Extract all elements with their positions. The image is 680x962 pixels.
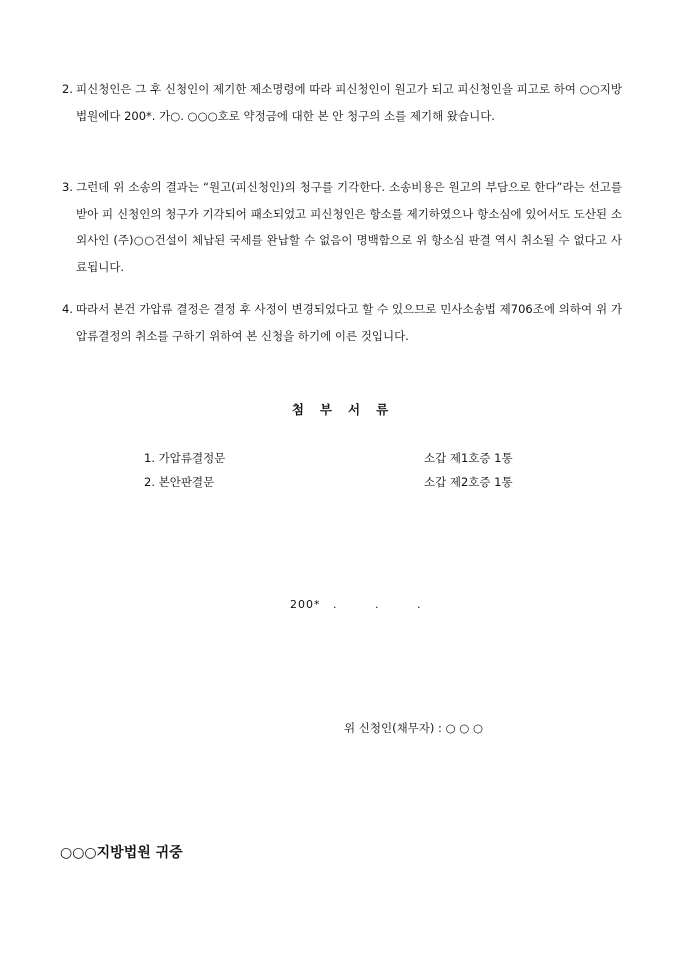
paragraph-number: 3.	[62, 180, 73, 194]
paragraph-4	[62, 296, 622, 349]
paragraph-3	[62, 174, 622, 280]
attachment-info: 소갑 제1호증 1통	[424, 451, 513, 465]
attachments-title: 첨부서류	[291, 402, 405, 417]
date-line: 200* . . .	[290, 598, 422, 611]
paragraph-text: 피신청인은 그 후 신청인이 제기한 제소명령에 따라 피신청인이 원고가 되고 피신청인을 피고로 하여 ○○지방법원에다 200*. 가○. ○○○호로 약정금에 대한 본 안 청구의 소를 제기해 왔습니다.	[76, 82, 622, 123]
paragraph-number: 2.	[62, 82, 73, 96]
attachment-item	[144, 450, 544, 470]
attachment-info: 소갑 제2호증 1통	[424, 475, 513, 489]
attachment-name: 2. 본안판결문	[144, 475, 215, 489]
court-addressee: ○○○지방법원 귀중	[60, 845, 183, 861]
attachment-item	[144, 474, 544, 494]
attachment-name: 1. 가압류결정문	[144, 451, 226, 465]
paragraph-2	[62, 76, 622, 129]
paragraph-text: 따라서 본건 가압류 결정은 결정 후 사정이 변경되었다고 할 수 있으므로 민사소송법 제706조에 의하여 위 가압류결정의 취소를 구하기 위하여 본 신청을 하기에 이른 것입니다.	[76, 302, 622, 343]
applicant-signature: 위 신청인(채무자) : ○ ○ ○	[344, 721, 483, 735]
paragraph-text: 그런데 위 소송의 결과는 “원고(피신청인)의 청구를 기각한다. 소송비용은 원고의 부담으로 한다”라는 선고를 받아 피 신청인의 청구가 기각되어 패소되었고 피신청인은 항소를 제기하였으나 항소심에 있어서도 도산된 소외사인 (주)○○건설이 체납된 국세를 완납할 수 없음이 명백함으로 위 항소심 판결 역시 취소될 수 없다고 사료됩니다.	[76, 180, 622, 274]
paragraph-number: 4.	[62, 302, 73, 316]
